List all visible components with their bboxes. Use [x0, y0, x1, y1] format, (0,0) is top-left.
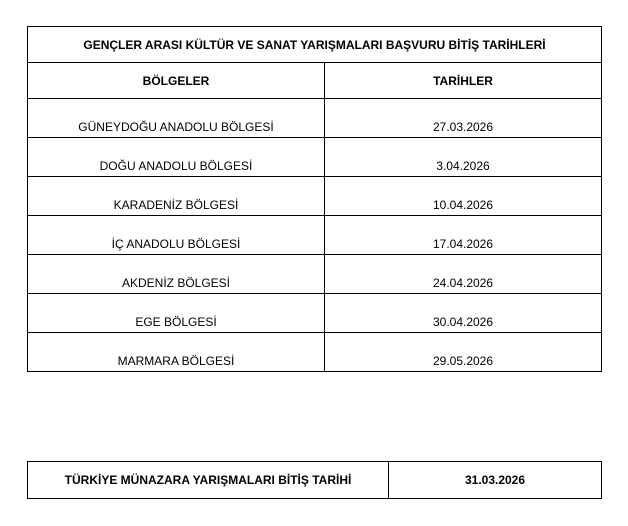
- region-cell: MARMARA BÖLGESİ: [28, 333, 325, 372]
- debate-deadline-row: [28, 462, 602, 499]
- date-cell: 30.04.2026: [325, 294, 602, 333]
- region-cell: EGE BÖLGESİ: [28, 294, 325, 333]
- region-cell: AKDENİZ BÖLGESİ: [28, 255, 325, 294]
- date-cell: 24.04.2026: [325, 255, 602, 294]
- debate-deadline-label: TÜRKİYE MÜNAZARA YARIŞMALARI BİTİŞ TARİHİ: [28, 462, 389, 499]
- table-row: [28, 138, 602, 177]
- header-regions: BÖLGELER: [28, 63, 325, 99]
- table-row: [28, 333, 602, 372]
- region-cell: GÜNEYDOĞU ANADOLU BÖLGESİ: [28, 99, 325, 138]
- date-cell: 27.03.2026: [325, 99, 602, 138]
- table-row: [28, 255, 602, 294]
- competition-deadlines-table: [27, 26, 602, 372]
- header-dates: TARİHLER: [325, 63, 602, 99]
- table-row: [28, 294, 602, 333]
- table-row: [28, 177, 602, 216]
- debate-deadline-date: 31.03.2026: [389, 462, 602, 499]
- region-cell: KARADENİZ BÖLGESİ: [28, 177, 325, 216]
- date-cell: 17.04.2026: [325, 216, 602, 255]
- date-cell: 10.04.2026: [325, 177, 602, 216]
- region-cell: DOĞU ANADOLU BÖLGESİ: [28, 138, 325, 177]
- table-title: GENÇLER ARASI KÜLTÜR VE SANAT YARIŞMALARI BAŞVURU BİTİŞ TARİHLERİ: [28, 27, 602, 63]
- table-row: [28, 99, 602, 138]
- table-row: [28, 216, 602, 255]
- date-cell: 3.04.2026: [325, 138, 602, 177]
- debate-deadline-table: [27, 461, 602, 499]
- table-header-row: [28, 63, 602, 99]
- region-cell: İÇ ANADOLU BÖLGESİ: [28, 216, 325, 255]
- date-cell: 29.05.2026: [325, 333, 602, 372]
- table-title-row: [28, 27, 602, 63]
